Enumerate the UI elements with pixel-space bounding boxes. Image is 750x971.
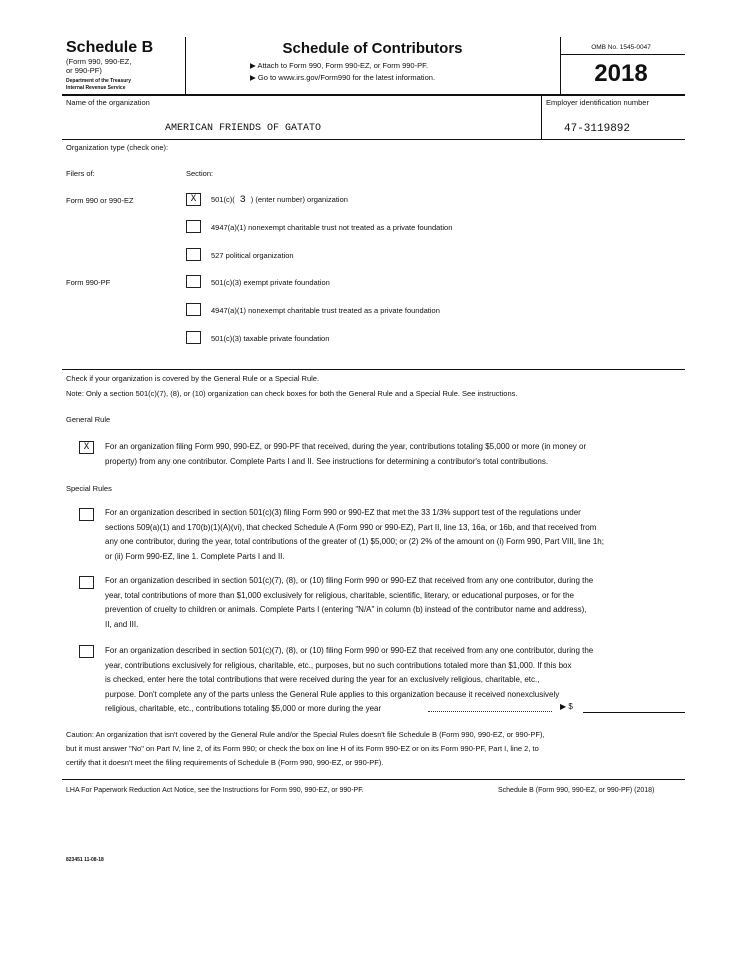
filer-990-label: Form 990 or 990-EZ <box>66 196 134 205</box>
form-code: 823451 11-08-18 <box>66 857 104 863</box>
org-type-option-4947-pf: 4947(a)(1) nonexempt charitable trust treated as a private foundation <box>211 306 440 315</box>
filer-990pf-label: Form 990-PF <box>66 278 111 287</box>
special-rule-b-text <box>105 574 685 632</box>
org-type-option-exempt-pf: 501(c)(3) exempt private foundation <box>211 278 330 287</box>
special-rules-heading: Special Rules <box>66 484 112 493</box>
general-rule-text <box>105 440 685 469</box>
header-divider-right <box>560 37 561 94</box>
special-rule-a-line-3: any one contributor, during the year, total contributions of the greater of (1) $5,000; or (2) 2% of the amount on (i) Form 990, Part VIII, line 1h; <box>105 537 604 546</box>
special-rule-a-line-4: or (ii) Form 990-EZ, line 1. Complete Parts I and II. <box>105 551 285 561</box>
form-ref-2: or 990-PF) <box>66 66 102 75</box>
ein-divider <box>541 95 542 140</box>
arrow-icon: ▶ <box>250 61 256 70</box>
special-rule-b-checkbox[interactable] <box>79 576 94 589</box>
general-rule-line-1: For an organization filing Form 990, 990-EZ, or 990-PF that received, during the year, contributions totaling $5,000 or more (in money or <box>105 442 587 451</box>
dollar-arrow: ▶ $ <box>560 702 573 711</box>
department-1: Department of the Treasury <box>66 78 132 84</box>
special-rule-b-line-3: prevention of cruelty to children or animals. Complete Parts I (entering "N/A" in column (b) instead of the contributor name and address), <box>105 605 587 614</box>
instruction-2: ▶ Go to www.irs.gov/Form990 for the latest information. <box>250 73 436 82</box>
org-type-option-4947-nonpf: 4947(a)(1) nonexempt charitable trust not treated as a private foundation <box>211 223 453 232</box>
general-rule-line-2: property) from any one contributor. Complete Parts I and II. See instructions for determining a contributor's total contributions. <box>105 456 549 466</box>
special-rule-c-text <box>105 644 685 717</box>
org-name-value[interactable]: AMERICAN FRIENDS OF GATATO <box>165 123 322 134</box>
special-rule-a-line-1: For an organization described in section 501(c)(3) filing Form 990 or 990-EZ that met the 33 1/3% support test of the regulations under <box>105 508 581 517</box>
check-rule-line: Check if your organization is covered by the General Rule or a Special Rule. <box>66 374 320 383</box>
footer-form-ref: Schedule B (Form 990, 990-EZ, or 990-PF) (2018) <box>498 787 655 794</box>
caution-line-2: but it must answer "No" on Part IV, line 2, of its Form 990; or check the box on line H of its Form 990-EZ or on its Form 990-PF, Part I, line 2, to <box>66 744 539 753</box>
instruction-1: ▶ Attach to Form 990, Form 990-EZ, or Form 990-PF. <box>250 61 428 70</box>
footer-rule <box>62 779 685 780</box>
special-rule-c-line-4: purpose. Don't complete any of the parts unless the General Rule applies to this organization because it received nonexclusively <box>105 689 560 699</box>
main-title: Schedule of Contributors <box>282 40 463 57</box>
omb-number: OMB No. 1545-0047 <box>591 44 651 51</box>
org-type-option-527: 527 political organization <box>211 251 294 260</box>
filers-label: Filers of: <box>66 169 95 178</box>
dotted-leader <box>428 711 552 712</box>
org-bottom-rule <box>62 139 685 140</box>
arrow-icon: ▶ <box>250 73 256 82</box>
ein-value[interactable]: 47-3119892 <box>564 123 631 135</box>
special-rule-b-line-1: For an organization described in section 501(c)(7), (8), or (10) filing Form 990 or 990-EZ that received from any one contributor, during the <box>105 576 594 585</box>
special-rule-a-text <box>105 506 685 564</box>
schedule-b-title: Schedule B <box>66 39 154 56</box>
special-rule-c-checkbox[interactable] <box>79 645 94 658</box>
department-2: Internal Revenue Service <box>66 85 126 91</box>
special-rule-b-line-4: II, and III. <box>105 619 139 629</box>
form-ref-1: (Form 990, 990-EZ, <box>66 57 132 66</box>
caution-line-3: certify that it doesn't meet the filing requirements of Schedule B (Form 990, 990-EZ, or 990-PF). <box>66 758 384 767</box>
special-rule-b-line-2: year, total contributions of more than $1,000 exclusively for religious, charitable, scientific, literary, or educational purposes, or for the <box>105 590 574 600</box>
org-type-checkbox-4947-pf[interactable] <box>186 303 201 316</box>
special-rule-a-line-2: sections 509(a)(1) and 170(b)(1)(A)(vi), that checked Schedule A (Form 990 or 990-EZ), Part II, line 13, 16a, or 16b, and that received from <box>105 522 597 532</box>
section-label: Section: <box>186 169 214 178</box>
org-type-option-501c: 501(c)( 3 ) (enter number) organization <box>211 195 348 206</box>
special-rule-a-checkbox[interactable] <box>79 508 94 521</box>
total-contributions-field[interactable] <box>583 712 685 713</box>
org-type-checkbox-taxable-pf[interactable] <box>186 331 201 344</box>
general-rule-checkbox[interactable]: X <box>79 441 94 454</box>
org-type-option-taxable-pf: 501(c)(3) taxable private foundation <box>211 334 330 343</box>
special-rule-c-line-1: For an organization described in section 501(c)(7), (8), or (10) filing Form 990 or 990-EZ that received from any one contributor, during the <box>105 646 594 655</box>
tax-year: 2018 <box>594 60 648 87</box>
note-line: Note: Only a section 501(c)(7), (8), or (10) organization can check boxes for both the General Rule and a Special Rule. See instructions. <box>66 389 518 398</box>
org-type-heading: Organization type (check one): <box>66 143 169 152</box>
org-name-label: Name of the organization <box>66 98 150 107</box>
omb-rule <box>560 54 685 55</box>
org-type-checkbox-4947-nonpf[interactable] <box>186 220 201 233</box>
caution-text <box>66 728 545 770</box>
header-bottom-rule <box>62 94 685 96</box>
lha-notice: LHA For Paperwork Reduction Act Notice, see the Instructions for Form 990, 990-EZ, or 990-PF. <box>66 787 364 794</box>
org-type-checkbox-501c[interactable]: X <box>186 193 201 206</box>
org-type-checkbox-527[interactable] <box>186 248 201 261</box>
arrow-icon: ▶ <box>560 702 567 711</box>
org-type-bottom-rule <box>62 369 685 370</box>
special-rule-c-line-5: religious, charitable, etc., contributions totaling $5,000 or more during the year <box>105 704 382 713</box>
caution-line-1: Caution: An organization that isn't covered by the General Rule and/or the Special Rules doesn't file Schedule B (Form 990, 990-EZ, or 990-PF), <box>66 730 545 739</box>
special-rule-c-line-3: is checked, enter here the total contributions that were received during the year for an exclusively religious, charitable, etc., <box>105 675 540 684</box>
ein-label: Employer identification number <box>546 98 649 107</box>
general-rule-heading: General Rule <box>66 415 111 424</box>
org-type-checkbox-exempt-pf[interactable] <box>186 275 201 288</box>
special-rule-c-line-2: year, contributions exclusively for religious, charitable, etc., purposes, but no such contributions totaled more than $1,000. If this box <box>105 660 572 670</box>
section-number-input[interactable]: 3 <box>239 195 246 206</box>
